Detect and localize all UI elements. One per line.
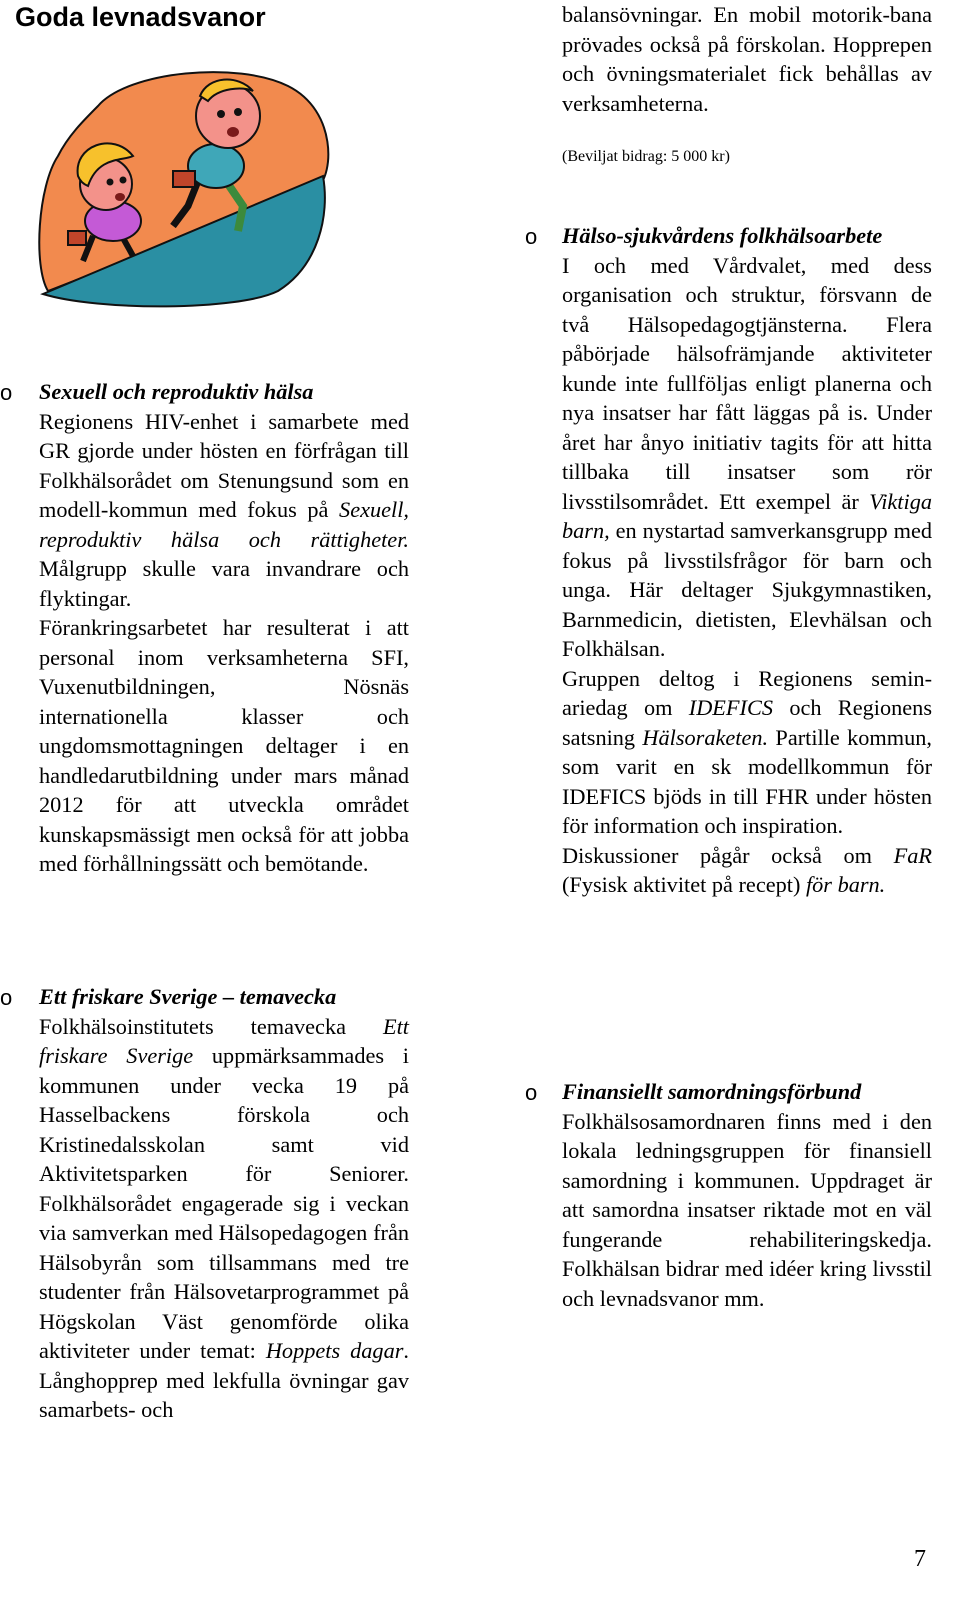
- page-title: Goda levnadsvanor: [15, 2, 266, 32]
- section-finansiellt: [562, 1077, 932, 1313]
- paragraph: Folkhälsosamordnaren finns med i den lokala ledningsgruppen för finansiell samordning i kommunen. Uppdraget är att samordna insatser riktade mot en väl fungerande rehabiliteringskedja. Folkhälsan bidrar med idéer kring livsstil och levnadsvanor mm.: [562, 1108, 932, 1311]
- list-bullet: o: [0, 985, 13, 1010]
- friskare-continuation: [562, 0, 932, 118]
- paragraph: Folkhälsoinstitutets temavecka Ett friskare Sverige uppmärksammades i kommunen under vecka 19 på Hasselbackens förskola och Kristinedalsskolan samt vid Aktivitetsparken för Seniorer. Folkhälsorådet engagerade sig i veckan via samverkan med Hälsopedagogen från Hälsobyrån som tillsammans med tre studenter från Hälsovetarprogrammet på Högskolan Väst genomförde olika aktiviteter under temat: Hoppets dagar. Långhopprep med lekfulla övningar gav samarbets- och: [39, 1013, 410, 1422]
- section-friskare-sverige: [39, 982, 409, 1425]
- walking-children-illustration: [38, 66, 330, 309]
- section-sexuell-halsa: [39, 377, 409, 879]
- list-bullet: o: [525, 224, 538, 249]
- section-halso-sjukvard: [562, 221, 932, 900]
- paragraph: Diskussioner pågår också om FaR (Fysisk aktivitet på recept) för barn.: [562, 842, 932, 897]
- paragraph: Gruppen deltog i Regionens semin-ariedag om IDEFICS och Regionens satsning Hälsoraketen. Partille kommun, som varit en sk modellkommun för IDEFICS bjöds in till FHR under hösten för information och inspiration.: [562, 665, 932, 838]
- section-title: Sexuell och reproduktiv hälsa: [39, 379, 314, 404]
- section-title: Finansiellt samordningsförbund: [562, 1079, 862, 1104]
- paragraph: I och med Vårdvalet, med dess organisation och struktur, försvann de två Hälsopedagogtjänsterna. Flera påbörjade hälsofrämjande aktiviteter kunde inte fullföljas enligt planerna och nya insatser har fått läggas på is. Under året har ånyo initiativ tagits för att hitta tillbaka till insatser som rör livsstilsområdet. Ett exempel är Viktiga barn, en nystartad samverkansgrupp med fokus på livsstilsfrågor för barn och unga. Här deltager Sjukgymnastiken, Barnmedicin, dietisten, Elevhälsan och Folkhälsan.: [562, 252, 932, 661]
- list-bullet: o: [525, 1080, 538, 1105]
- paragraph: balansövningar. En mobil motorik-bana prövades också på förskolan. Hopprepen och övningsmaterialet fick behållas av verksamheterna.: [562, 2, 932, 116]
- paragraph: Regionens HIV-enhet i samarbete med GR gjorde under hösten en förfrågan till Folkhälsorådet om Stenungsund som en modell-kommun med fokus på Sexuell, reproduktiv hälsa och rättigheter. Målgrupp skulle vara invandrare och flyktingar.: [39, 408, 409, 611]
- section-title: Hälso-sjukvårdens folkhälsoarbete: [562, 223, 883, 248]
- page-number: 7: [914, 1546, 926, 1572]
- list-bullet: o: [0, 380, 13, 405]
- section-title: Ett friskare Sverige – temavecka: [39, 984, 337, 1009]
- paragraph: Förankringsarbetet har resulterat i att personal inom verksamheterna SFI, Vuxenutbildningen, Nösnäs internationella klasser och ungdomsmottagningen deltager i en handledarutbildning under mars månad 2012 för att utveckla området kunskapsmässigt men också för att jobba med förhållningssätt och bemötande.: [39, 615, 409, 876]
- grant-note: (Beviljat bidrag: 5 000 kr): [562, 148, 730, 165]
